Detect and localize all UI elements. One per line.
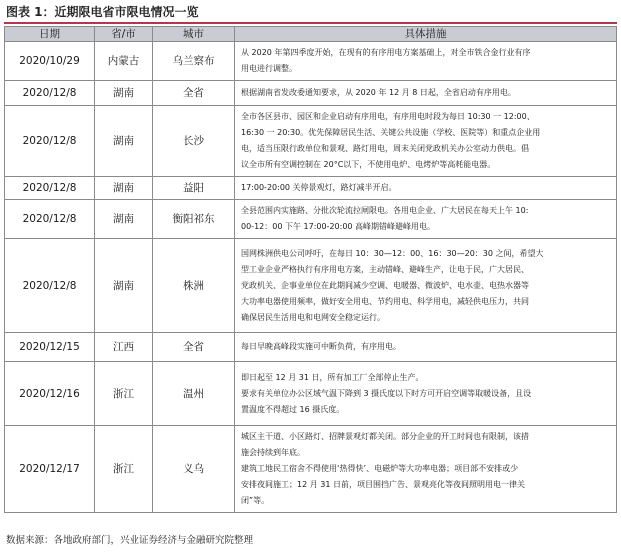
table-row	[5, 239, 617, 333]
header-city: 城市	[153, 27, 235, 42]
cell-city: 义乌	[153, 426, 235, 513]
cell-province: 湖南	[95, 81, 153, 106]
cell-city: 乌兰察布	[153, 42, 235, 81]
cell-measures	[235, 333, 617, 362]
cell-measures	[235, 81, 617, 106]
cell-date: 2020/12/8	[5, 81, 95, 106]
cell-province: 浙江	[95, 426, 153, 513]
cell-city: 温州	[153, 362, 235, 426]
header-date: 日期	[5, 27, 95, 42]
cell-city: 株洲	[153, 239, 235, 333]
table-row	[5, 362, 617, 426]
measure-line: 17:00-20:00 关停景观灯，路灯减半开启。	[241, 183, 397, 192]
power-limit-table	[4, 26, 617, 513]
cell-date: 2020/12/16	[5, 362, 95, 426]
cell-measures	[235, 426, 617, 513]
table-body	[5, 42, 617, 513]
measure-line: 议全市所有空调控制在 20°C以下，不使用电炉、电烤炉等高耗能电器。	[241, 160, 496, 169]
table-row	[5, 81, 617, 106]
measure-line: 根据湖南省发改委通知要求，从 2020 年 12 月 8 日起，全省启动有序用电。	[241, 88, 516, 97]
cell-date: 2020/12/8	[5, 239, 95, 333]
cell-date: 2020/12/8	[5, 200, 95, 239]
measure-line: 置温度不得超过 16 摄氏度。	[241, 404, 345, 414]
data-source-note: 数据来源：各地政府部门，兴业证券经济与金融研究院整理	[6, 535, 254, 546]
cell-measures	[235, 42, 617, 81]
measure-line: 从 2020 年第四季度开始，在现有的有序用电方案基础上，对全市铁合金行业有序	[241, 48, 531, 57]
measure-line: 全县范围内实施路、分批次轮流拉闸限电。各用电企业、广大居民在每天上午 10:	[241, 206, 529, 215]
table-row	[5, 106, 617, 177]
cell-province: 浙江	[95, 362, 153, 426]
cell-province: 湖南	[95, 239, 153, 333]
table-row	[5, 333, 617, 362]
table-row	[5, 177, 617, 200]
measure-line: 党政机关、企事业单位在此期间减少空调、电暖器、微波炉、电水壶、电热水器等	[241, 280, 529, 290]
cell-measures	[235, 200, 617, 239]
cell-province: 湖南	[95, 200, 153, 239]
cell-province: 湖南	[95, 177, 153, 200]
table-title: 图表 1：近期限电省市限电情况一览	[6, 5, 199, 19]
measure-line: 16:30 一 20:30。优先保障居民生活、关键公共设施（学校、医院等）和重点企业用	[241, 128, 541, 137]
cell-date: 2020/10/29	[5, 42, 95, 81]
title-divider	[4, 22, 617, 24]
cell-province: 江西	[95, 333, 153, 362]
measure-line: 用电进行调整。	[241, 64, 297, 73]
measure-line: 电，适当压限行政单位和景观、路灯用电，周末关闭党政机关办公室动力供电。倡	[241, 144, 529, 153]
measure-line: 即日起至 12 月 31 日，所有加工厂全部停止生产。	[241, 372, 424, 382]
cell-province: 湖南	[95, 106, 153, 177]
header-province: 省/市	[95, 27, 153, 42]
header-measures: 具体措施	[235, 27, 617, 42]
measure-line: 施会持续到年底。	[241, 448, 305, 457]
measure-line: 国网株洲供电公司呼吁，在每日 10：30—12：00、16：30—20：30 之间，希望大	[241, 248, 544, 258]
cell-city: 全省	[153, 333, 235, 362]
measure-line: 每日早晚高峰段实施可中断负荷，有序用电。	[241, 342, 401, 351]
table-row	[5, 42, 617, 81]
measure-line: 确保居民生活用电和电网安全稳定运行。	[241, 312, 385, 322]
cell-measures	[235, 362, 617, 426]
measure-line: 城区主干道、小区路灯、招牌景观灯都关闭。部分企业的开工时间也有限制，该措	[241, 432, 529, 441]
cell-date: 2020/12/8	[5, 106, 95, 177]
measure-line: 全市各区县市、园区和企业启动有序用电，有序用电时段为每日 10:30 一 12:00、	[241, 112, 535, 121]
table-row	[5, 200, 617, 239]
cell-measures	[235, 106, 617, 177]
measure-line: 要求有关单位办公区域气温下降到 3 摄氏度以下时方可开启空调等取暖设备，且设	[241, 388, 532, 398]
cell-city: 全省	[153, 81, 235, 106]
measure-line: 大功率电器使用频率，做好安全用电、节约用电、科学用电，减轻供电压力，共同	[241, 296, 529, 306]
measure-line: 闭”等。	[241, 496, 270, 505]
cell-date: 2020/12/8	[5, 177, 95, 200]
measure-line: 安排夜间施工；12 月 31 日前，项目围挡广告、景观亮化等夜间照明用电一律关	[241, 480, 525, 489]
table-row	[5, 426, 617, 513]
cell-date: 2020/12/15	[5, 333, 95, 362]
cell-city: 衡阳祁东	[153, 200, 235, 239]
measure-line: 建筑工地民工宿舍不得使用‘热得快’、电磁炉等大功率电器；项目部不安排或少	[241, 464, 519, 473]
cell-date: 2020/12/17	[5, 426, 95, 513]
measure-line: 00-12：00 下午 17:00-20:00 高峰期错峰避峰用电。	[241, 222, 436, 231]
cell-measures	[235, 239, 617, 333]
table-header-row	[5, 27, 617, 42]
measure-line: 型工业企业严格执行有序用电方案，主动错峰、避峰生产，让电于民，广大居民、	[241, 264, 529, 274]
cell-city: 长沙	[153, 106, 235, 177]
cell-city: 益阳	[153, 177, 235, 200]
cell-measures	[235, 177, 617, 200]
cell-province: 内蒙古	[95, 42, 153, 81]
